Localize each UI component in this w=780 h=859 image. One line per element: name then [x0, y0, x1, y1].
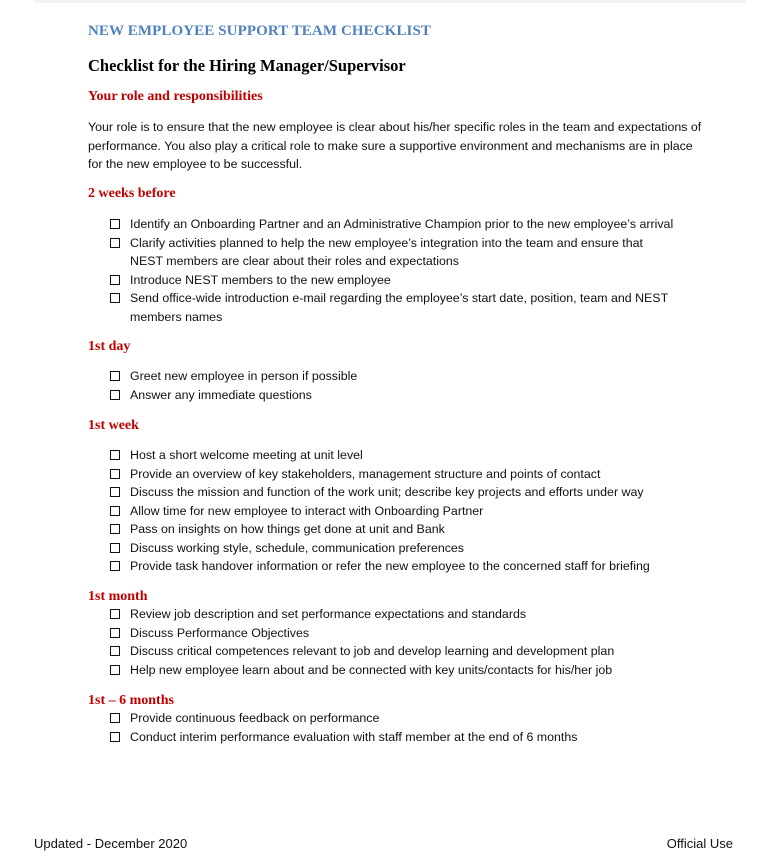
checklist-item [108, 483, 678, 502]
checkbox-icon[interactable] [110, 543, 120, 553]
page-top-border [34, 0, 746, 3]
checklist-1st-week [108, 446, 678, 576]
checkbox-icon[interactable] [110, 561, 120, 571]
checklist-item-label: Allow time for new employee to interact with Onboarding Partner [130, 503, 484, 518]
checklist-item [108, 605, 678, 624]
checkbox-icon[interactable] [110, 371, 120, 381]
checklist-item [108, 465, 678, 484]
checkbox-icon[interactable] [110, 646, 120, 656]
checklist-item-label: Review job description and set performance expectations and standards [130, 607, 527, 621]
checklist-item [108, 289, 678, 326]
section-heading-1st-week: 1st week [88, 418, 139, 433]
checklist-item [108, 624, 678, 643]
checklist-item [108, 446, 678, 465]
checkbox-icon[interactable] [110, 628, 120, 638]
section-heading-1st-day: 1st day [88, 339, 131, 354]
checklist-item [108, 386, 678, 405]
checklist-item [108, 367, 678, 386]
role-description: Your role is to ensure that the new employee is clear about his/her specific roles in the team and expectations of performance. You also play a critical role to make sure a supportive environment and mechanisms are in place for the new employee to be successful. [88, 120, 702, 171]
checklist-item-label: Pass on insights on how things get done at unit and Bank [130, 522, 445, 536]
checklist-item [108, 271, 678, 290]
checklist-item [108, 728, 678, 747]
role-heading: Your role and responsibilities [88, 89, 263, 104]
checkbox-icon[interactable] [110, 506, 120, 516]
checkbox-icon[interactable] [110, 732, 120, 742]
checklist-item [108, 557, 678, 576]
footer-classification: Official Use [666, 836, 733, 851]
checklist-item [108, 709, 678, 728]
checkbox-icon[interactable] [110, 275, 120, 285]
checklist-2-weeks-before [108, 215, 678, 326]
checklist-item-label: Identify an Onboarding Partner and an Administrative Champion prior to the new employee’s arrival [130, 217, 674, 231]
checkbox-icon[interactable] [110, 219, 120, 229]
checkbox-icon[interactable] [110, 469, 120, 479]
checklist-item-label: Discuss Performance Objectives [130, 625, 310, 640]
checklist-item-label: Discuss the mission and function of the work unit; describe key projects and efforts under way [130, 485, 644, 499]
checklist-item-label: Clarify activities planned to help the new employee’s integration into the team and ensure that NEST members are clear about their roles and expectations [130, 235, 643, 268]
checklist-item-label: Introduce NEST members to the new employee [130, 272, 391, 287]
checklist-item [108, 234, 678, 271]
checkbox-icon[interactable] [110, 238, 120, 248]
checklist-item-label: Help new employee learn about and be connected with key units/contacts for his/her job [130, 662, 613, 677]
checklist-1st-month [108, 605, 678, 679]
checklist-1st-6-months [108, 709, 678, 746]
checklist-item [108, 502, 678, 521]
document-title: NEW EMPLOYEE SUPPORT TEAM CHECKLIST [88, 23, 432, 39]
checklist-item-label: Host a short welcome meeting at unit level [130, 448, 363, 462]
checkbox-icon[interactable] [110, 665, 120, 675]
checklist-item-label: Send office-wide introduction e-mail regarding the employee’s start date, position, team and NEST members names [130, 291, 668, 324]
checkbox-icon[interactable] [110, 609, 120, 619]
checkbox-icon[interactable] [110, 450, 120, 460]
checklist-item-label: Provide task handover information or refer the new employee to the concerned staff for briefing [130, 559, 650, 573]
section-heading-2-weeks-before: 2 weeks before [88, 186, 176, 201]
checklist-1st-day [108, 367, 678, 404]
checkbox-icon[interactable] [110, 487, 120, 497]
checklist-item [108, 539, 678, 558]
checklist-item-label: Greet new employee in person if possible [130, 369, 358, 383]
checklist-item [108, 215, 678, 234]
document-subtitle: Checklist for the Hiring Manager/Supervisor [88, 56, 406, 75]
section-heading-1st-month: 1st month [88, 589, 148, 604]
checklist-item-label: Answer any immediate questions [130, 387, 312, 402]
checklist-item-label: Discuss working style, schedule, communication preferences [130, 540, 465, 555]
checklist-item-label: Provide an overview of key stakeholders, management structure and points of contact [130, 466, 601, 481]
checkbox-icon[interactable] [110, 524, 120, 534]
checklist-item [108, 642, 678, 661]
checkbox-icon[interactable] [110, 390, 120, 400]
checklist-item-label: Provide continuous feedback on performance [130, 711, 380, 725]
checkbox-icon[interactable] [110, 293, 120, 303]
section-heading-1st-6-months: 1st – 6 months [88, 693, 174, 708]
checklist-item [108, 661, 678, 680]
checklist-item [108, 520, 678, 539]
checklist-item-label: Discuss critical competences relevant to job and develop learning and development plan [130, 644, 615, 658]
checklist-item-label: Conduct interim performance evaluation with staff member at the end of 6 months [130, 729, 578, 744]
checkbox-icon[interactable] [110, 713, 120, 723]
footer-updated-date: Updated - December 2020 [34, 836, 188, 851]
